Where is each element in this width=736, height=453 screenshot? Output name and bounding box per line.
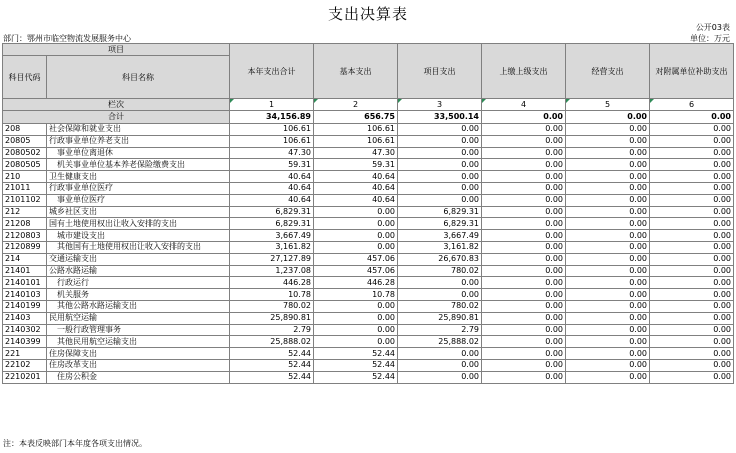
amount-cell: 780.02 <box>398 300 482 312</box>
index-cell: 2 <box>314 99 398 111</box>
table-row <box>3 218 734 230</box>
amount-cell: 40.64 <box>314 182 398 194</box>
subject-code-cell: 21011 <box>3 182 47 194</box>
table-note: 注：本表反映部门本年度各项支出情况。 <box>3 439 147 448</box>
amount-cell: 0.00 <box>650 135 734 147</box>
amount-cell: 0.00 <box>398 289 482 301</box>
amount-cell: 0.00 <box>398 371 482 383</box>
amount-cell: 0.00 <box>566 124 650 136</box>
total-cell: 0.00 <box>650 111 734 124</box>
subject-code-cell: 208 <box>3 124 47 136</box>
amount-cell: 26,670.83 <box>398 253 482 265</box>
amount-cell: 0.00 <box>398 359 482 371</box>
amount-cell: 446.28 <box>230 277 314 289</box>
table-row <box>3 300 734 312</box>
amount-cell: 0.00 <box>314 218 398 230</box>
amount-cell: 25,890.81 <box>398 312 482 324</box>
amount-cell: 52.44 <box>314 371 398 383</box>
table-row <box>3 371 734 383</box>
amount-cell: 0.00 <box>314 312 398 324</box>
amount-cell: 457.06 <box>314 253 398 265</box>
form-code: 公开03表 <box>695 23 730 32</box>
amount-cell: 0.00 <box>650 206 734 218</box>
amount-cell: 40.64 <box>314 194 398 206</box>
amount-cell: 0.00 <box>482 371 566 383</box>
amount-cell: 0.00 <box>398 147 482 159</box>
amount-cell: 0.00 <box>650 371 734 383</box>
department-label: 部门：鄂州市临空物流发展服务中心 <box>3 34 131 43</box>
amount-cell: 0.00 <box>650 359 734 371</box>
amount-cell: 0.00 <box>566 348 650 360</box>
subject-name-cell: 其他国有土地使用权出让收入安排的支出 <box>47 241 230 253</box>
amount-cell: 0.00 <box>482 124 566 136</box>
subject-code-cell: 2120899 <box>3 241 47 253</box>
index-cell: 1 <box>230 99 314 111</box>
amount-cell: 106.61 <box>314 135 398 147</box>
amount-cell: 59.31 <box>230 159 314 171</box>
amount-cell: 106.61 <box>230 124 314 136</box>
table-row <box>3 159 734 171</box>
subject-code-cell: 2080505 <box>3 159 47 171</box>
subject-name-cell: 一般行政管理事务 <box>47 324 230 336</box>
amount-cell: 52.44 <box>230 359 314 371</box>
table-row <box>3 206 734 218</box>
amount-cell: 6,829.31 <box>398 206 482 218</box>
amount-cell: 0.00 <box>398 135 482 147</box>
subject-name-cell: 事业单位医疗 <box>47 194 230 206</box>
amount-cell: 0.00 <box>566 253 650 265</box>
amount-cell: 3,161.82 <box>398 241 482 253</box>
index-row <box>3 99 734 111</box>
amount-cell: 0.00 <box>314 324 398 336</box>
header-project-expenditure: 项目支出 <box>398 44 482 99</box>
amount-cell: 0.00 <box>566 171 650 183</box>
amount-cell: 0.00 <box>566 182 650 194</box>
amount-cell: 40.64 <box>230 194 314 206</box>
amount-cell: 0.00 <box>482 241 566 253</box>
total-cell: 0.00 <box>566 111 650 124</box>
amount-cell: 0.00 <box>650 277 734 289</box>
amount-cell: 25,888.02 <box>398 336 482 348</box>
subject-code-cell: 22102 <box>3 359 47 371</box>
header-subsidy: 对附属单位补助支出 <box>650 44 734 99</box>
amount-cell: 0.00 <box>482 171 566 183</box>
table-row <box>3 147 734 159</box>
subject-name-cell: 城乡社区支出 <box>47 206 230 218</box>
index-cell: 3 <box>398 99 482 111</box>
amount-cell: 52.44 <box>230 371 314 383</box>
amount-cell: 3,667.49 <box>398 230 482 242</box>
table-row <box>3 230 734 242</box>
table-row <box>3 241 734 253</box>
subject-name-cell: 住房改革支出 <box>47 359 230 371</box>
subject-code-cell: 21401 <box>3 265 47 277</box>
subject-code-cell: 2140199 <box>3 300 47 312</box>
subject-name-cell: 交通运输支出 <box>47 253 230 265</box>
subject-name-cell: 民用航空运输 <box>47 312 230 324</box>
subject-name-cell: 住房保障支出 <box>47 348 230 360</box>
amount-cell: 0.00 <box>482 194 566 206</box>
amount-cell: 47.30 <box>230 147 314 159</box>
amount-cell: 47.30 <box>314 147 398 159</box>
amount-cell: 0.00 <box>650 147 734 159</box>
amount-cell: 0.00 <box>482 218 566 230</box>
amount-cell: 0.00 <box>650 230 734 242</box>
amount-cell: 1,237.08 <box>230 265 314 277</box>
amount-cell: 0.00 <box>650 241 734 253</box>
total-row <box>3 111 734 124</box>
amount-cell: 0.00 <box>398 348 482 360</box>
amount-cell: 0.00 <box>482 135 566 147</box>
amount-cell: 0.00 <box>482 265 566 277</box>
table-row <box>3 324 734 336</box>
amount-cell: 0.00 <box>314 336 398 348</box>
table-row <box>3 135 734 147</box>
amount-cell: 0.00 <box>650 159 734 171</box>
amount-cell: 0.00 <box>566 277 650 289</box>
amount-cell: 0.00 <box>482 336 566 348</box>
subject-name-cell: 卫生健康支出 <box>47 171 230 183</box>
amount-cell: 0.00 <box>482 182 566 194</box>
amount-cell: 0.00 <box>650 312 734 324</box>
amount-cell: 0.00 <box>482 289 566 301</box>
amount-cell: 25,888.02 <box>230 336 314 348</box>
amount-cell: 6,829.31 <box>230 218 314 230</box>
amount-cell: 0.00 <box>566 230 650 242</box>
header-code: 科目代码 <box>3 56 47 99</box>
amount-cell: 0.00 <box>566 359 650 371</box>
subject-code-cell: 2140302 <box>3 324 47 336</box>
subject-code-cell: 2140101 <box>3 277 47 289</box>
amount-cell: 0.00 <box>398 171 482 183</box>
subject-code-cell: 214 <box>3 253 47 265</box>
amount-cell: 25,890.81 <box>230 312 314 324</box>
header-basic: 基本支出 <box>314 44 398 99</box>
amount-cell: 0.00 <box>566 336 650 348</box>
table-row <box>3 194 734 206</box>
amount-cell: 0.00 <box>482 324 566 336</box>
amount-cell: 0.00 <box>650 124 734 136</box>
amount-cell: 6,829.31 <box>230 206 314 218</box>
subject-name-cell: 住房公积金 <box>47 371 230 383</box>
subject-code-cell: 210 <box>3 171 47 183</box>
subject-code-cell: 2140103 <box>3 289 47 301</box>
amount-cell: 52.44 <box>314 359 398 371</box>
subject-name-cell: 机关服务 <box>47 289 230 301</box>
amount-cell: 10.78 <box>314 289 398 301</box>
amount-cell: 0.00 <box>314 300 398 312</box>
amount-cell: 0.00 <box>650 289 734 301</box>
amount-cell: 0.00 <box>650 182 734 194</box>
total-label: 合计 <box>3 111 230 124</box>
subject-name-cell: 其他民用航空运输支出 <box>47 336 230 348</box>
amount-cell: 3,161.82 <box>230 241 314 253</box>
subject-code-cell: 2120803 <box>3 230 47 242</box>
header-total: 本年支出合计 <box>230 44 314 99</box>
amount-cell: 52.44 <box>314 348 398 360</box>
amount-cell: 780.02 <box>230 300 314 312</box>
table-row <box>3 265 734 277</box>
total-cell: 34,156.89 <box>230 111 314 124</box>
table-row <box>3 348 734 360</box>
amount-cell: 59.31 <box>314 159 398 171</box>
amount-cell: 0.00 <box>566 324 650 336</box>
amount-cell: 0.00 <box>398 124 482 136</box>
amount-cell: 0.00 <box>650 194 734 206</box>
subject-code-cell: 21208 <box>3 218 47 230</box>
header-upper: 上缴上级支出 <box>482 44 566 99</box>
amount-cell: 0.00 <box>314 206 398 218</box>
amount-cell: 0.00 <box>566 312 650 324</box>
subject-code-cell: 2080502 <box>3 147 47 159</box>
amount-cell: 0.00 <box>566 218 650 230</box>
table-row <box>3 253 734 265</box>
amount-cell: 52.44 <box>230 348 314 360</box>
amount-cell: 0.00 <box>566 135 650 147</box>
subject-name-cell: 城市建设支出 <box>47 230 230 242</box>
subject-code-cell: 2140399 <box>3 336 47 348</box>
amount-cell: 0.00 <box>482 253 566 265</box>
amount-cell: 0.00 <box>650 300 734 312</box>
header-name: 科目名称 <box>47 56 230 99</box>
index-label: 栏次 <box>3 99 230 111</box>
amount-cell: 0.00 <box>398 194 482 206</box>
amount-cell: 0.00 <box>566 206 650 218</box>
amount-cell: 0.00 <box>482 206 566 218</box>
subject-code-cell: 221 <box>3 348 47 360</box>
amount-cell: 0.00 <box>566 241 650 253</box>
amount-cell: 0.00 <box>650 171 734 183</box>
amount-cell: 0.00 <box>566 289 650 301</box>
amount-cell: 0.00 <box>566 194 650 206</box>
subject-name-cell: 事业单位离退休 <box>47 147 230 159</box>
amount-cell: 0.00 <box>650 218 734 230</box>
subject-name-cell: 社会保障和就业支出 <box>47 124 230 136</box>
table-row <box>3 359 734 371</box>
table-row <box>3 336 734 348</box>
amount-cell: 0.00 <box>650 348 734 360</box>
subject-code-cell: 212 <box>3 206 47 218</box>
amount-cell: 6,829.31 <box>398 218 482 230</box>
subject-name-cell: 其他公路水路运输支出 <box>47 300 230 312</box>
amount-cell: 0.00 <box>650 253 734 265</box>
index-cell: 6 <box>650 99 734 111</box>
amount-cell: 0.00 <box>566 265 650 277</box>
unit-label: 单位：万元 <box>690 34 730 43</box>
subject-code-cell: 2210201 <box>3 371 47 383</box>
subject-name-cell: 国有土地使用权出让收入安排的支出 <box>47 218 230 230</box>
subject-name-cell: 行政事业单位养老支出 <box>47 135 230 147</box>
amount-cell: 0.00 <box>482 348 566 360</box>
subject-code-cell: 2101102 <box>3 194 47 206</box>
amount-cell: 0.00 <box>482 147 566 159</box>
amount-cell: 2.79 <box>398 324 482 336</box>
amount-cell: 0.00 <box>482 230 566 242</box>
table-row <box>3 124 734 136</box>
amount-cell: 27,127.89 <box>230 253 314 265</box>
subject-name-cell: 行政运行 <box>47 277 230 289</box>
amount-cell: 40.64 <box>230 182 314 194</box>
total-cell: 33,500.14 <box>398 111 482 124</box>
subject-name-cell: 机关事业单位基本养老保险缴费支出 <box>47 159 230 171</box>
amount-cell: 0.00 <box>566 147 650 159</box>
amount-cell: 0.00 <box>650 336 734 348</box>
total-cell: 656.75 <box>314 111 398 124</box>
amount-cell: 0.00 <box>566 300 650 312</box>
amount-cell: 0.00 <box>482 312 566 324</box>
header-business: 经营支出 <box>566 44 650 99</box>
amount-cell: 106.61 <box>314 124 398 136</box>
amount-cell: 0.00 <box>566 159 650 171</box>
index-cell: 5 <box>566 99 650 111</box>
amount-cell: 0.00 <box>482 159 566 171</box>
amount-cell: 0.00 <box>314 241 398 253</box>
amount-cell: 0.00 <box>650 265 734 277</box>
total-cell: 0.00 <box>482 111 566 124</box>
expenditure-table <box>2 43 734 384</box>
amount-cell: 780.02 <box>398 265 482 277</box>
subject-code-cell: 20805 <box>3 135 47 147</box>
amount-cell: 0.00 <box>398 277 482 289</box>
amount-cell: 0.00 <box>482 300 566 312</box>
amount-cell: 0.00 <box>314 230 398 242</box>
amount-cell: 0.00 <box>482 359 566 371</box>
table-row <box>3 171 734 183</box>
amount-cell: 0.00 <box>482 277 566 289</box>
amount-cell: 10.78 <box>230 289 314 301</box>
header-row-top <box>3 44 734 56</box>
amount-cell: 0.00 <box>650 324 734 336</box>
amount-cell: 40.64 <box>314 171 398 183</box>
amount-cell: 2.79 <box>230 324 314 336</box>
subject-name-cell: 行政事业单位医疗 <box>47 182 230 194</box>
index-cell: 4 <box>482 99 566 111</box>
amount-cell: 0.00 <box>566 371 650 383</box>
amount-cell: 3,667.49 <box>230 230 314 242</box>
report-title: 支出决算表 <box>327 5 408 23</box>
amount-cell: 0.00 <box>398 159 482 171</box>
table-row <box>3 289 734 301</box>
table-row <box>3 312 734 324</box>
subject-name-cell: 公路水路运输 <box>47 265 230 277</box>
amount-cell: 446.28 <box>314 277 398 289</box>
table-row <box>3 182 734 194</box>
amount-cell: 40.64 <box>230 171 314 183</box>
subject-code-cell: 21403 <box>3 312 47 324</box>
table-row <box>3 277 734 289</box>
amount-cell: 0.00 <box>398 182 482 194</box>
amount-cell: 457.06 <box>314 265 398 277</box>
header-project: 项目 <box>3 44 230 56</box>
amount-cell: 106.61 <box>230 135 314 147</box>
